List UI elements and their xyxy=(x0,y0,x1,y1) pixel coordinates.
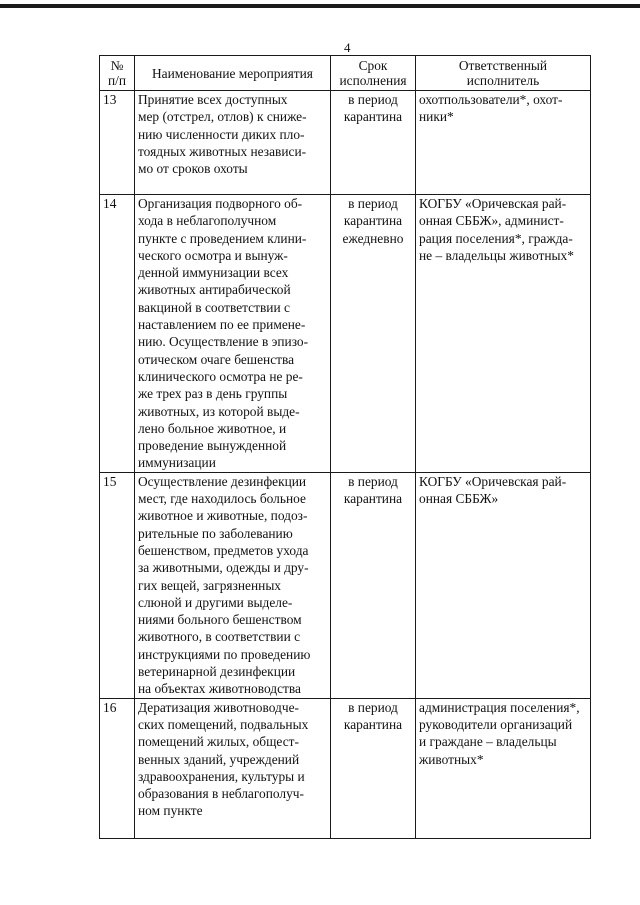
row-number-cell xyxy=(100,91,135,195)
row-name: Организация подворного об- хода в неблагополучном пункте с проведением клини- ческого осмотра и вынуж- денной иммунизации всех животных антирабической вакциной в соответствии с наставлением по ее примене- нию. Осуществление в эпизо- отическом очаге бешенства клинического осмотра не ре- же трех раз в день группы животных, из которой выде- лено больное животное, и проведение вынужденной иммунизации xyxy=(138,196,309,471)
row-executor: КОГБУ «Оричевская рай- онная СББЖ», админист- рация поселения*, гражда- не – владельцы животных* xyxy=(419,196,574,263)
header-term-label: Срок исполнения xyxy=(339,58,407,88)
row-name-cell xyxy=(135,195,331,473)
row-number: 14 xyxy=(103,196,117,211)
header-executor-label: Ответственный исполнитель xyxy=(458,58,548,88)
row-name-cell xyxy=(135,91,331,195)
row-number-cell xyxy=(100,472,135,698)
header-name xyxy=(135,56,331,91)
row-number: 15 xyxy=(103,473,117,489)
row-executor-cell xyxy=(416,698,591,838)
row-term: в период карантина xyxy=(343,92,403,125)
row-name-cell xyxy=(135,472,331,698)
row-term: в период карантина xyxy=(343,699,403,732)
row-name: Дератизация животноводче- ских помещений, подвальных помещений жилых, общест- венных зданий, учреждений здравоохранения, культуры и образования в неблагополуч- ном пункте xyxy=(138,699,309,819)
measures-table xyxy=(99,55,591,839)
table-row xyxy=(100,472,591,698)
row-executor: КОГБУ «Оричевская рай- онная СББЖ» xyxy=(419,473,567,507)
header-name-label: Наименование мероприятия xyxy=(152,65,313,81)
row-executor-cell xyxy=(416,91,591,195)
row-executor: администрация поселения*, руководители организаций и граждане – владельцы животных* xyxy=(419,699,580,767)
row-number-cell xyxy=(100,698,135,838)
table-row xyxy=(100,91,591,195)
header-number xyxy=(100,56,135,91)
header-term xyxy=(331,56,416,91)
row-term-cell xyxy=(331,698,416,838)
page-number: 4 xyxy=(344,40,351,55)
row-name: Осуществление дезинфекции мест, где находилось больное животное и животные, подоз- рительные по заболеванию бешенством, предметов ухода за животными, одежды и дру- гих вещей, загрязненных слюной и другими выделе- ниями больного бешенством животного, в соответствии с инструкциями по проведению ветеринарной дезинфекции на объектах животноводства xyxy=(138,473,311,697)
table-row xyxy=(100,195,591,473)
row-number-cell xyxy=(100,195,135,473)
header-number-label: № п/п xyxy=(107,58,127,88)
top-border-line xyxy=(0,4,640,8)
row-executor-cell xyxy=(416,472,591,698)
header-executor xyxy=(416,56,591,91)
row-term-cell xyxy=(331,472,416,698)
row-term: в период карантина ежедневно xyxy=(342,196,404,246)
row-executor-cell xyxy=(416,195,591,473)
row-term-cell xyxy=(331,195,416,473)
row-number: 16 xyxy=(103,699,117,715)
row-number: 13 xyxy=(103,92,117,107)
table-row xyxy=(100,698,591,838)
row-name: Принятие всех доступных мер (отстрел, отлов) к сниже- нию численности диких пло- тоядных животных независи- мо от сроков охоты xyxy=(138,92,307,177)
row-term-cell xyxy=(331,91,416,195)
row-executor: охотпользователи*, охот- ники* xyxy=(419,92,563,125)
table-header-row xyxy=(100,56,591,91)
row-term: в период карантина xyxy=(343,473,403,507)
row-name-cell xyxy=(135,698,331,838)
